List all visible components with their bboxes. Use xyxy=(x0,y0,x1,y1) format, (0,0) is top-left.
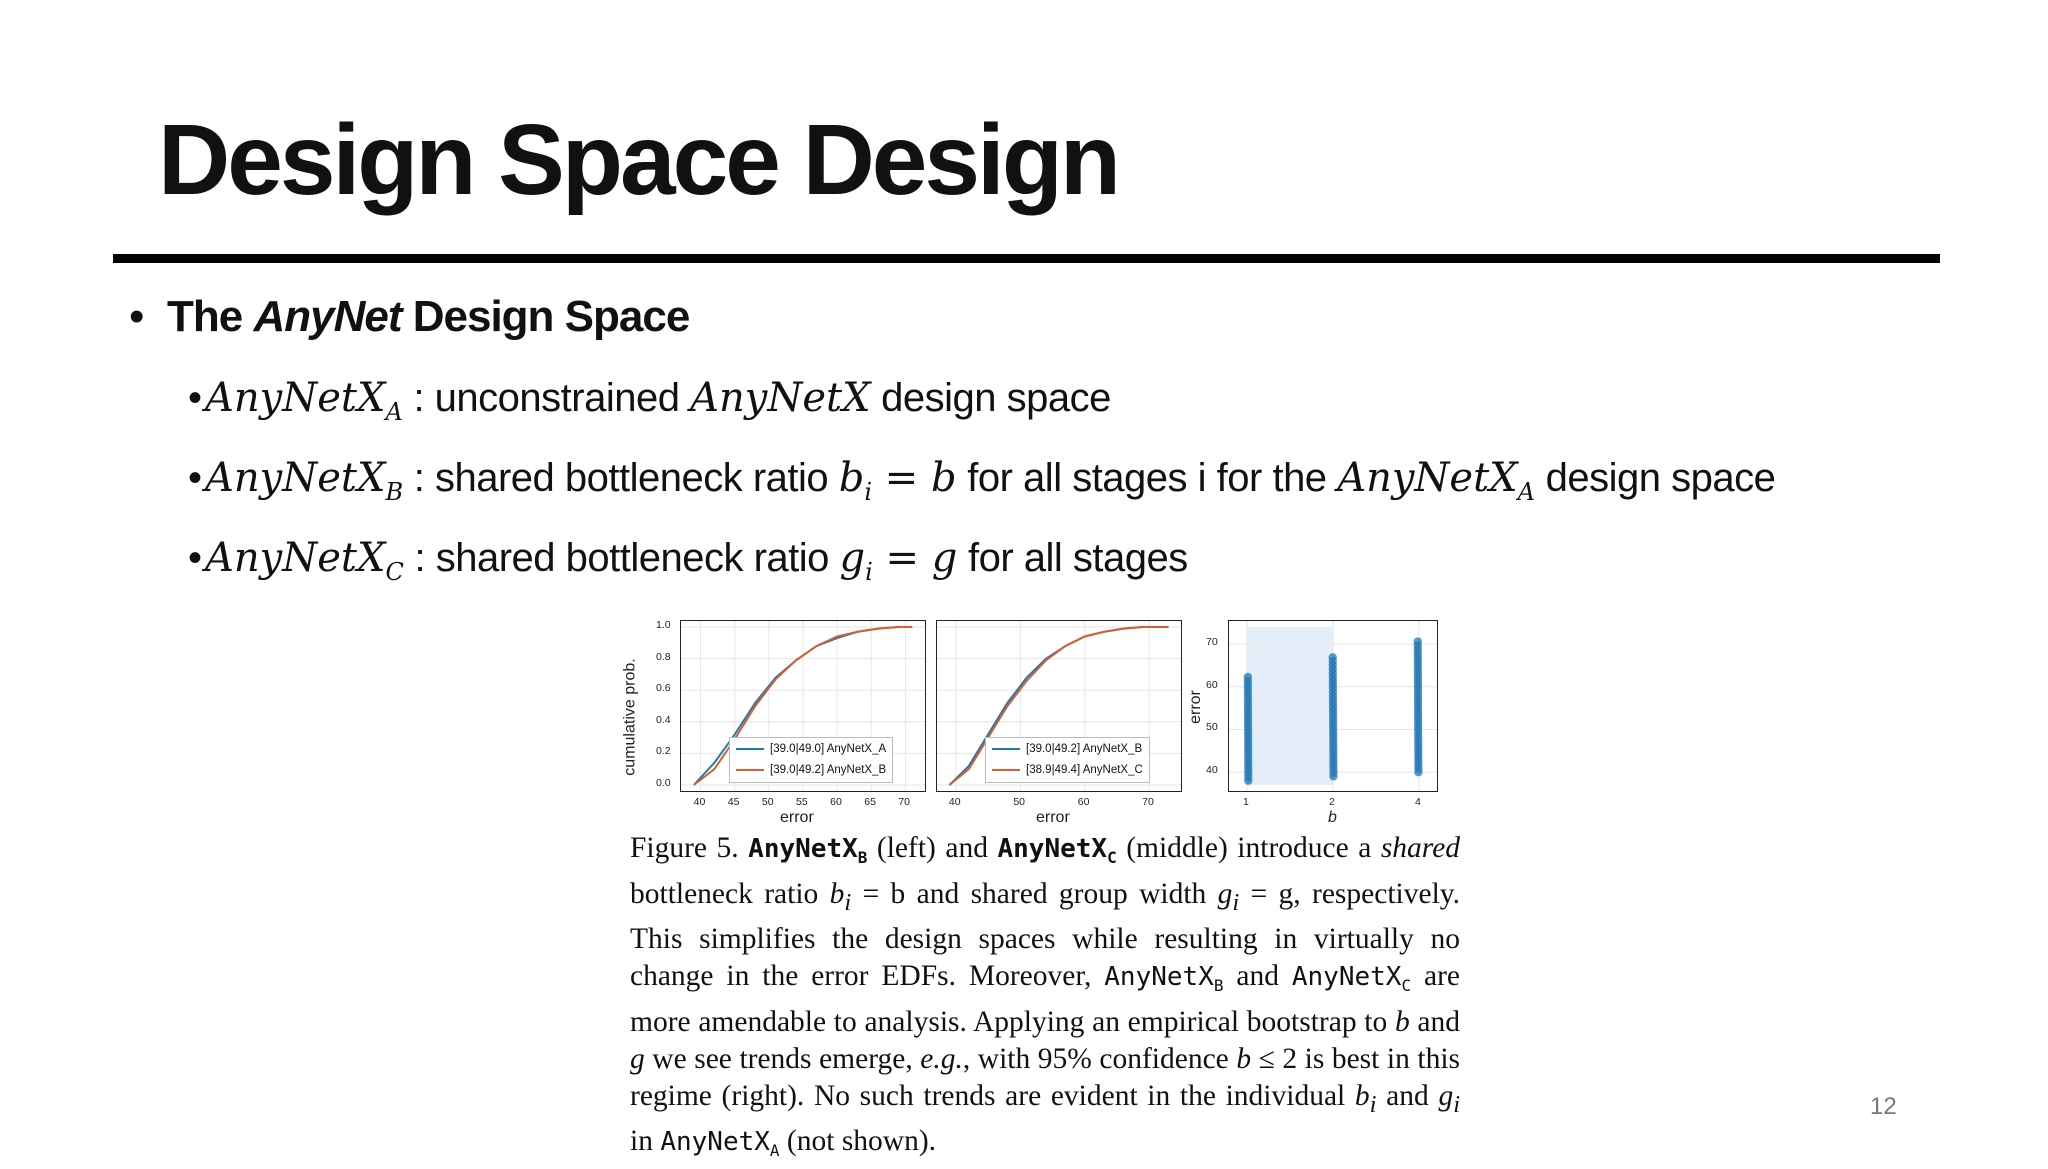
bullet-text: : shared bottleneck ratio xyxy=(414,536,829,580)
x-tick-label: 55 xyxy=(796,796,808,808)
bullet-italic-text: AnyNet xyxy=(253,292,402,341)
chart3-ylabel: error xyxy=(1186,690,1204,724)
x-tick-label: 4 xyxy=(1415,796,1421,808)
scatter-point xyxy=(1244,673,1252,681)
page-number: 12 xyxy=(1870,1093,1897,1120)
y-tick-label: 60 xyxy=(1206,678,1218,691)
scatter-point xyxy=(1414,637,1422,645)
y-tick-label: 0.6 xyxy=(656,682,671,695)
chart-panel-middle xyxy=(936,620,1182,792)
x-tick-label: 2 xyxy=(1329,796,1335,808)
x-tick-label: 50 xyxy=(761,796,774,808)
figure-5 xyxy=(621,612,1461,1161)
x-tick-label: 45 xyxy=(727,796,740,808)
y-tick-label: 0.4 xyxy=(656,713,671,726)
x-tick-label: 1 xyxy=(1243,796,1249,808)
math-name: AnyNetX$_A$ xyxy=(205,375,403,426)
scatter-point xyxy=(1328,653,1336,661)
title-divider xyxy=(113,254,1940,263)
y-tick-label: 50 xyxy=(1206,721,1218,734)
y-tick-label: 70 xyxy=(1206,636,1218,649)
y-tick-label: 40 xyxy=(1206,764,1218,777)
x-tick-label: 60 xyxy=(830,796,842,808)
math-name: AnyNetX$_A$ xyxy=(1337,455,1535,506)
chart-middle-legend: [39.0|49.2] AnyNetX_B [38.9|49.4] AnyNetX_C xyxy=(985,737,1150,783)
y-tick-label: 0.2 xyxy=(656,745,671,758)
chart1-ylabel: cumulative prob. xyxy=(621,658,639,776)
chart-right-svg xyxy=(1229,621,1437,791)
chart-left-legend: [39.0|49.0] AnyNetX_A [39.0|49.2] AnyNetX_B xyxy=(729,737,893,783)
bullet-text: for all stages i for the xyxy=(967,456,1327,500)
bullet-dot: • xyxy=(188,376,202,420)
bullet-anynetx-c xyxy=(188,534,1188,596)
x-tick-label: 50 xyxy=(1013,796,1026,808)
chart1-xlabel: error xyxy=(780,809,814,826)
math-name: AnyNetX xyxy=(690,375,871,421)
y-tick-label: 0.0 xyxy=(656,777,671,789)
x-tick-label: 40 xyxy=(948,796,961,808)
math-expression: $b_i = b$ xyxy=(838,455,957,506)
slide-title: Design Space Design xyxy=(158,104,1118,216)
x-tick-label: 60 xyxy=(1077,796,1090,808)
scatter-column-4 xyxy=(1414,637,1423,776)
chart-panel-left xyxy=(680,620,926,792)
bullet-text: The xyxy=(167,292,243,341)
x-tick-label: 70 xyxy=(1142,796,1154,808)
scatter-column-1 xyxy=(1244,673,1253,785)
x-tick-label: 70 xyxy=(898,796,911,808)
scatter-column-2 xyxy=(1328,653,1337,781)
bullet-text: for all stages xyxy=(968,536,1188,580)
y-tick-label: 1.0 xyxy=(656,619,671,631)
bullet-text: : shared bottleneck ratio xyxy=(413,456,829,500)
bullet-text: : unconstrained xyxy=(413,376,680,420)
figure-caption: Figure 5. AnyNetX$_B$ (left) and AnyNetX$_C$ (middle) introduce a shared bottleneck ratio $b_i = b$ and shared group width $g_i = g$, respectively. This simplifies the design spaces while resulting in virtually no change in the error EDFs. Moreover, AnyNetX$_B$ and AnyNetX$_C$ are more amendable to analysis. Applying an empirical bootstrap to b and g we see trends emerge, e.g., with 95% confidence b ≤ 2 is best in this regime (right). No such trends are evident in the individual $b_i$ and $g_i$ in AnyNetX$_A$ (not shown). xyxy=(630,832,1461,1161)
chart2-xlabel: error xyxy=(1036,809,1070,826)
x-tick-label: 65 xyxy=(864,796,876,808)
bullet-dot: • xyxy=(188,456,202,500)
y-tick-label: 0.8 xyxy=(656,650,671,663)
math-name: AnyNetX$_B$ xyxy=(205,455,404,506)
bullet-anynetx-b xyxy=(188,454,1776,516)
bullet-anynet-design-space xyxy=(125,292,689,342)
x-tick-label: 40 xyxy=(693,796,706,808)
bullet-text: Design Space xyxy=(412,292,690,341)
bullet-text: design space xyxy=(881,376,1111,420)
highlight-band xyxy=(1247,627,1333,785)
bullet-dot: • xyxy=(188,536,202,580)
bullet-dot: • xyxy=(129,292,144,341)
math-name: AnyNetX$_C$ xyxy=(205,535,404,586)
chart-panel-right xyxy=(1228,620,1438,792)
bullet-anynetx-a xyxy=(188,374,1111,436)
math-expression: $g_i = g$ xyxy=(839,535,958,586)
bullet-text: design space xyxy=(1545,456,1776,500)
chart3-xlabel: b xyxy=(1328,809,1337,826)
